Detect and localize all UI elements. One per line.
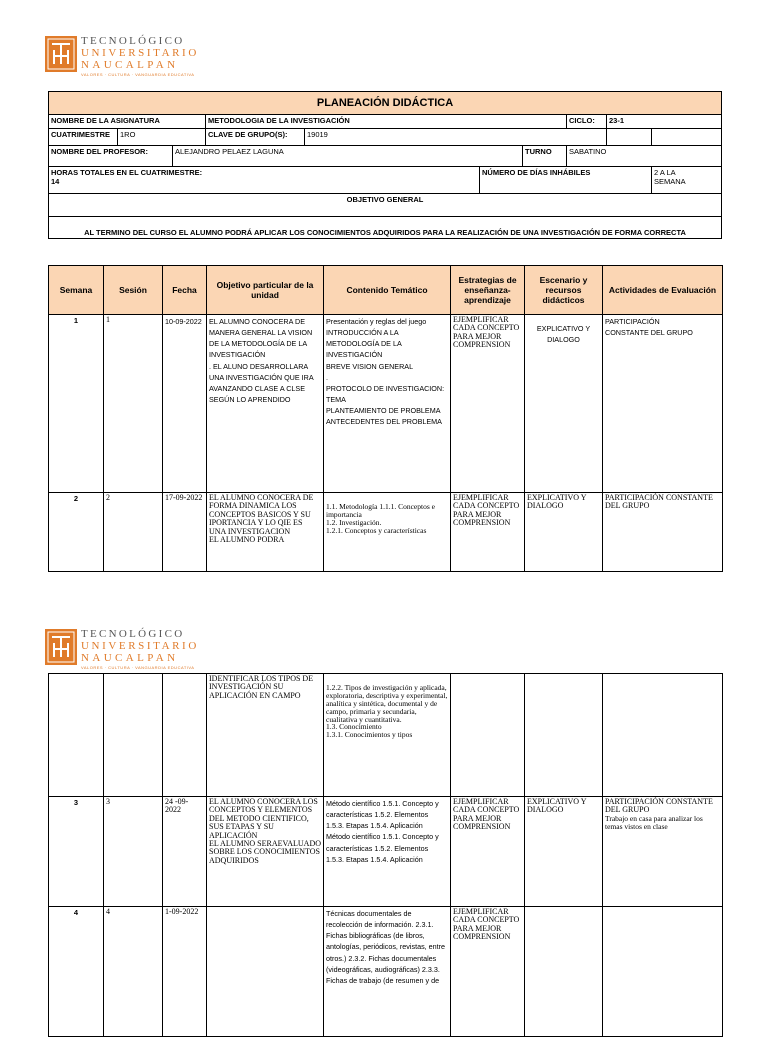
row-estrategias: EJEMPLIFICAR CADA CONCEPTO PARA MEJOR COMPRENSION <box>451 907 525 1037</box>
row-contenido: 1.1. Metodología 1.1.1. Conceptos e importancia 1.2. Investigación. 1.2.1. Conceptos y características <box>324 493 451 572</box>
row-fecha: 17-09-2022 <box>163 493 207 572</box>
cuatrimestre-label: CUATRIMESTRE <box>49 129 118 146</box>
col-contenido: Contenido Temático <box>324 266 451 315</box>
horas-cell <box>49 167 480 194</box>
grupo-label: CLAVE DE GRUPO(S): <box>206 129 305 146</box>
table-row <box>49 674 723 797</box>
row-semana: 1 <box>49 315 104 493</box>
row-contenido: Método científico 1.5.1. Concepto y características 1.5.2. Elementos 1.5.3. Etapas 1.5.4. Aplicación Método científico 1.5.1. Concepto y características 1.5.2. Elementos 1.5.3. Etapas 1.5.4. Aplicación <box>324 797 451 907</box>
turno-label: TURNO <box>523 146 567 167</box>
row-semana: 2 <box>49 493 104 572</box>
logo-emblem-icon <box>45 629 77 665</box>
planning-table <box>48 265 723 572</box>
row-sesion: 4 <box>104 907 163 1037</box>
page-title: PLANEACIÓN DIDÁCTICA <box>49 92 722 115</box>
institution-logo-page-2 <box>45 629 199 670</box>
institution-logo <box>45 36 199 77</box>
header-table <box>48 91 722 239</box>
objetivo-general-label: OBJETIVO GENERAL <box>49 194 722 217</box>
col-sesion: Sesión <box>104 266 163 315</box>
row-objetivo: EL ALUMNO CONOCERA DE MANERA GENERAL LA VISION DE LA METODOLOGÍA DE LA INVESTIGACIÓN . EL ALUNO DESARROLLARA UNA INVESTIGACIÓN QUE IRA AVANZANDO CLASE A CLSE SEGÚN LO APRENDIDO <box>207 315 324 493</box>
row-escenario: EXPLICATIVO Y DIALOGO <box>525 493 603 572</box>
col-fecha: Fecha <box>163 266 207 315</box>
table-row <box>49 493 723 572</box>
row-actividades: PARTICIPACIÓN CONSTANTE DEL GRUPO <box>603 493 723 572</box>
col-semana: Semana <box>49 266 104 315</box>
grupo-value: 19019 <box>305 129 607 146</box>
logo-line-2: UNIVERSITARIO <box>81 47 199 59</box>
logo-emblem-icon <box>45 36 77 72</box>
row-sesion: 3 <box>104 797 163 907</box>
row-fecha: 10-09-2022 <box>163 315 207 493</box>
row-estrategias: EJEMPLIFICAR CADA CONCEPTO PARA MEJOR COMPRENSION <box>451 315 525 493</box>
row-escenario: EXPLICATIVO Y DIALOGO <box>525 315 603 493</box>
row-sesion: 1 <box>104 315 163 493</box>
asignatura-value: METODOLOGIA DE LA INVESTIGACIÓN <box>206 115 567 129</box>
logo-line-2: UNIVERSITARIO <box>81 640 199 652</box>
row-sesion: 2 <box>104 493 163 572</box>
table-row <box>49 797 723 907</box>
row-fecha: 1-09-2022 <box>163 907 207 1037</box>
row-contenido: 1.2.2. Tipos de investigación y aplicada, exploratoria, descriptiva y experimental, analítica y sintética, documental y de campo, primaria y secundaria, cualitativa y cuantitativa. 1.3. Conocimiento 1.3.1. Conocimientos y tipos <box>324 674 451 797</box>
row-contenido: Presentación y reglas del juego INTRODUCCIÓN A LA METODOLOGÍA DE LA INVESTIGACIÓN BREVE VISION GENERAL . PROTOCOLO DE INVESTIGACION: TEMA PLANTEAMIENTO DE PROBLEMA ANTECEDENTES DEL PROBLEMA <box>324 315 451 493</box>
asignatura-label: NOMBRE DE LA ASIGNATURA <box>49 115 206 129</box>
dias-value-2: SEMANA <box>654 177 686 186</box>
col-actividades: Actividades de Evaluación <box>603 266 723 315</box>
row-fecha: 24 -09-2022 <box>163 797 207 907</box>
col-objetivo: Objetivo particular de la unidad <box>207 266 324 315</box>
row-actividades-extra: Trabajo en casa para analizar los temas vistos en clase <box>605 813 703 831</box>
planning-table-continued <box>48 673 723 1037</box>
row-objetivo: EL ALUMNO CONOCERA LOS CONCEPTOS Y ELEMENTOS DEL METODO CIENTIFICO, SUS ETAPAS Y SU APLICACIÓN EL ALUMNO SERAEVALUADO SOBRE LOS CONOCIMIENTOS ADQUIRIDOS <box>207 797 324 907</box>
logo-line-3: NAUCALPAN <box>81 59 179 71</box>
col-escenario: Escenario y recursos didácticos <box>525 266 603 315</box>
row-semana: 3 <box>49 797 104 907</box>
row-estrategias: EJEMPLIFICAR CADA CONCEPTO PARA MEJOR COMPRENSION <box>451 797 525 907</box>
objetivo-general-text: AL TERMINO DEL CURSO EL ALUMNO PODRÁ APLICAR LOS CONOCIMIENTOS ADQUIRIDOS PARA LA REALIZACIÓN DE UNA INVESTIGACIÓN DE FORMA CORRECTA <box>49 217 722 239</box>
cuatrimestre-value: 1RO <box>118 129 206 146</box>
ciclo-value: 23-1 <box>607 115 722 129</box>
profesor-value: ALEJANDRO PELAEZ LAGUNA <box>173 146 523 167</box>
horas-label: HORAS TOTALES EN EL CUATRIMESTRE: <box>51 168 203 177</box>
row-objetivo: IDENTIFICAR LOS TIPOS DE INVESTIGACIÓN SU APLICACIÓN EN CAMPO <box>207 674 324 797</box>
logo-line-1: TECNOLÓGICO <box>81 35 185 47</box>
row-actividades: PARTICIPACIÓN CONSTANTE DEL GRUPO <box>605 797 713 815</box>
logo-line-1: TECNOLÓGICO <box>81 628 185 640</box>
row-escenario: EXPLICATIVO Y DIALOGO <box>525 797 603 907</box>
row-actividades-cell <box>603 797 723 907</box>
table-row <box>49 315 723 493</box>
col-estrategias: Estrategias de enseñanza-aprendizaje <box>451 266 525 315</box>
logo-line-3: NAUCALPAN <box>81 652 179 664</box>
profesor-label: NOMBRE DEL PROFESOR: <box>49 146 173 167</box>
dias-value-1: 2 A LA <box>654 168 676 177</box>
row-estrategias: EJEMPLIFICAR CADA CONCEPTO PARA MEJOR COMPRENSION <box>451 493 525 572</box>
row-objetivo: EL ALUMNO CONOCERA DE FORMA DINAMICA LOS CONCEPTOS BASICOS Y SU IPORTANCIA Y LO QIE ES UNA INVESTIGACION EL ALUMNO PODRA <box>207 493 324 572</box>
dias-label: NÚMERO DE DÍAS INHÁBILES <box>480 167 652 194</box>
table-row <box>49 907 723 1037</box>
row-contenido: Técnicas documentales de recolección de información. 2.3.1. Fichas bibliográficas (de libros, antologías, periódicos, revistas, entre otros.) 2.3.2. Fichas documentales (videográficas, audiográficas) 2.3.3. Fichas de trabajo (de resumen y de <box>324 907 451 1037</box>
row-semana: 4 <box>49 907 104 1037</box>
dias-cell <box>652 167 722 194</box>
row-actividades: PARTICIPACIÓN CONSTANTE DEL GRUPO <box>603 315 723 493</box>
turno-value: SABATINO <box>567 146 722 167</box>
horas-value: 14 <box>51 177 60 186</box>
logo-tagline: VALORES · CULTURA · VANGUARDIA EDUCATIVA <box>81 665 195 670</box>
ciclo-label: CICLO: <box>567 115 607 129</box>
logo-tagline: VALORES · CULTURA · VANGUARDIA EDUCATIVA <box>81 72 195 77</box>
